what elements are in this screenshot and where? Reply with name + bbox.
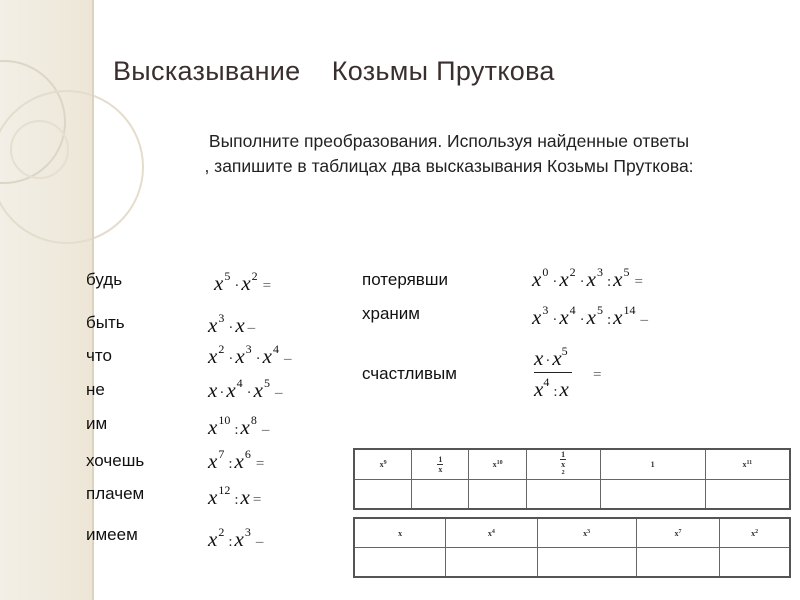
- table-cell: $x^4$: [446, 518, 537, 548]
- decorative-circle: [10, 120, 69, 179]
- expression-1: $x^5\cdot x^2=$: [214, 269, 272, 295]
- table-cell: $x^3$: [537, 518, 636, 548]
- instruction-line-1: Выполните преобразования. Используя найденные ответы: [208, 131, 690, 151]
- decorative-side-band: [0, 0, 93, 600]
- answer-cell[interactable]: [354, 480, 412, 510]
- table-cell: 1: [600, 449, 705, 480]
- instruction-text: [104, 129, 794, 179]
- answer-cell[interactable]: [636, 548, 719, 578]
- instruction-line-2: , запишите в таблицах два высказывания Козьмы Пруткова:: [204, 156, 694, 176]
- expression-r2: $x^3\cdot x^4\cdot x^5:x^{14}-$: [532, 303, 648, 329]
- word-hochesh: хочешь: [86, 451, 145, 470]
- answer-cell[interactable]: [720, 548, 790, 578]
- answer-cell[interactable]: [526, 480, 600, 510]
- fraction-denominator: $x^4:x$: [534, 375, 569, 401]
- answer-cell[interactable]: [412, 480, 469, 510]
- table-cell: $\frac{1}{x}$: [412, 449, 469, 480]
- table-row: [354, 480, 790, 510]
- answer-table-2: [353, 517, 791, 578]
- word-chto: что: [86, 346, 112, 365]
- answer-table-1: [353, 448, 791, 510]
- expression-3: $x^2\cdot x^3\cdot x^4-$: [208, 342, 292, 368]
- word-byt: быть: [86, 313, 125, 332]
- table-row: [354, 548, 790, 578]
- word-plachem: плачем: [86, 484, 145, 503]
- table-cell: $x^{11}$: [705, 449, 790, 480]
- answer-cell[interactable]: [537, 548, 636, 578]
- word-hranim: храним: [362, 304, 420, 323]
- answer-cell[interactable]: [600, 480, 705, 510]
- fraction-numerator: $x \cdot x^5$: [534, 344, 572, 373]
- table-row: [354, 449, 790, 480]
- table-cell: $x^{10}$: [469, 449, 526, 480]
- answer-cell[interactable]: [469, 480, 526, 510]
- answer-cell[interactable]: [354, 548, 446, 578]
- table-cell: $x^9$: [354, 449, 412, 480]
- fraction-r3: [534, 344, 572, 402]
- answer-cell[interactable]: [705, 480, 790, 510]
- expression-8: $x^2:x^3-$: [208, 525, 264, 551]
- fraction-r3-equals: =: [593, 367, 602, 383]
- answer-cell[interactable]: [446, 548, 537, 578]
- expression-7: $x^{12}:x$ =: [208, 483, 262, 509]
- expression-r1: $x^0\cdot x^2\cdot x^3:x^5=$: [532, 265, 643, 291]
- table-cell: $x^2$: [720, 518, 790, 548]
- word-ne: не: [86, 380, 105, 399]
- word-bud: будь: [86, 270, 123, 289]
- table-cell: $x^7$: [636, 518, 719, 548]
- expression-6: $x^7:x^6=$: [208, 447, 265, 473]
- table-cell: 1 x $^2$: [526, 449, 600, 480]
- side-divider: [92, 0, 94, 600]
- word-poteryavshi: потерявши: [362, 270, 448, 289]
- table-row: [354, 518, 790, 548]
- word-schastlivym: счастливым: [362, 364, 457, 383]
- page-title: Высказывание Козьмы Пруткова: [113, 56, 555, 86]
- word-imeem: имеем: [86, 525, 138, 544]
- table-cell: x: [354, 518, 446, 548]
- expression-5: $x^{10}:x^8-$: [208, 413, 270, 439]
- word-im: им: [86, 414, 108, 433]
- expression-4: $x \cdot x^4\cdot x^5-$: [208, 376, 283, 402]
- expression-2: $x^3\cdot x$ –: [208, 311, 256, 337]
